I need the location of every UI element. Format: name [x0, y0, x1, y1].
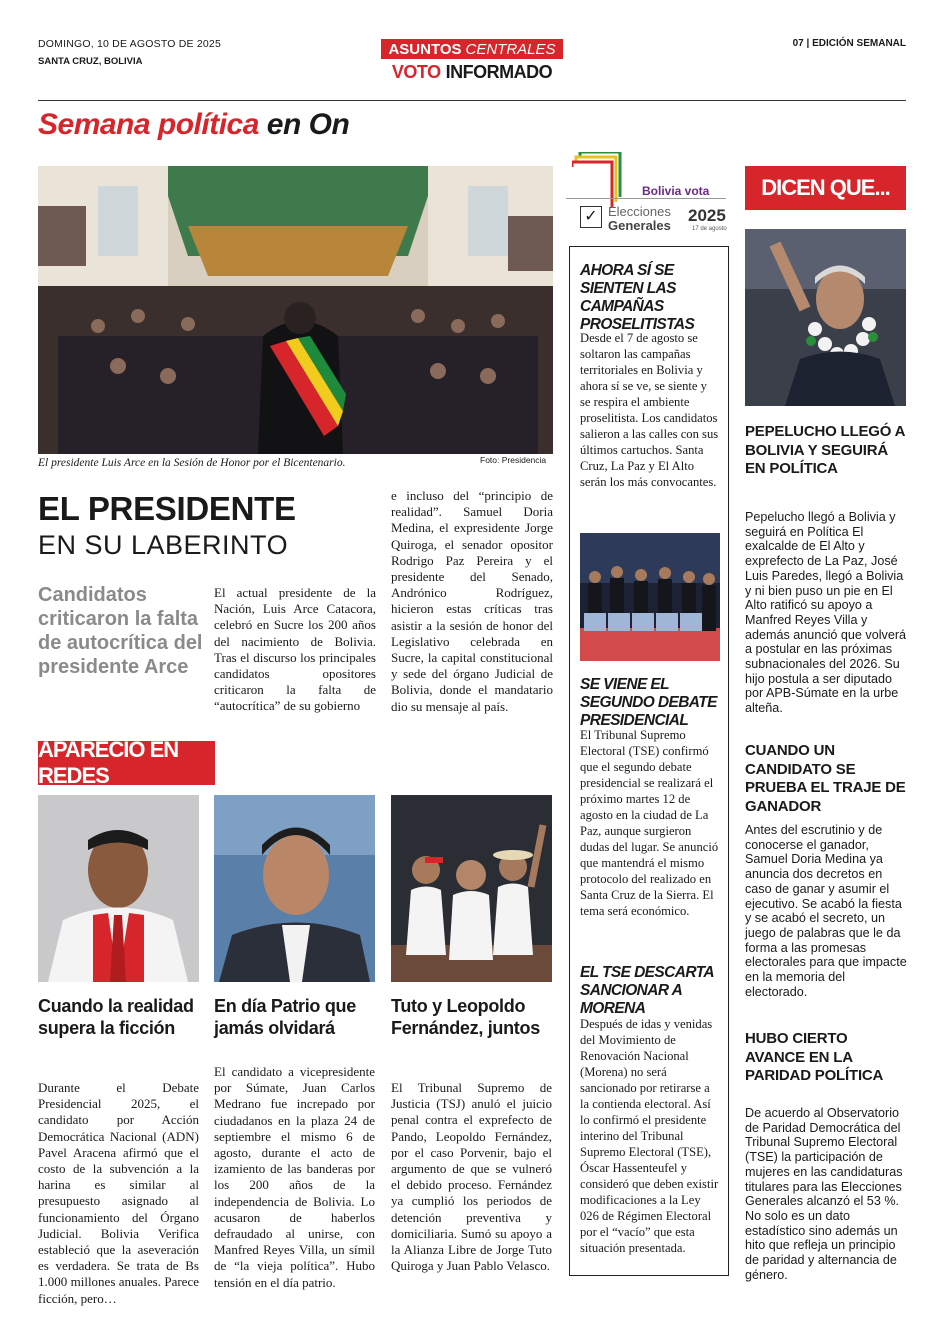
logo-red-text: VOTO — [391, 61, 441, 82]
section-logo-bottom — [381, 60, 563, 84]
middle-story1-body: Desde el 7 de agosto se soltaron las campañas territoriales en Bolivia y ahora sí se ve, se siente y se respira el ambiente proselitista. Los candidatos salieron a las calles con sus últimos cartuchos. Santa Cruz, La Paz y El Alto serán los más convocantes. — [580, 331, 719, 489]
lead-headline: EL PRESIDENTE — [38, 490, 296, 527]
redes-story3-title: Tuto y Leopoldo Fernández, juntos — [391, 996, 540, 1038]
middle-story2-title: SE VIENE EL SEGUNDO DEBATE PRESIDENCIAL — [580, 676, 717, 729]
section-title-red: Semana política — [38, 108, 259, 141]
lead-photo-caption: El presidente Luis Arce en la Sesión de Honor por el Bicentenario. — [38, 457, 346, 469]
redes-story1-body: Durante el Debate Presidencial 2025, el candidato por Acción Democrática Nacional (ADN) Pavel Aracena afirmó que el costo de la subvención a la harina es similar al presupuesto asignado al funcionamiento del Órgano Judicial. Bolivia Verifica estableció que la aseveración es verdadera. Se trata de Bs 1.000 millones anuales. Parece ficción, pero… — [38, 1080, 199, 1306]
middle-story3-body: Después de idas y venidas del Movimiento de Renovación Nacional (Morena) no será sancionado por retirarse a la contienda electoral. Así lo confirmó el presidente interino del Tribunal Supremo Electoral (TSE), Óscar Hassenteufel y consideró que deben existir modificaciones a la Ley 026 de Régimen Electoral por el “vacío” que esta situación presentada. — [580, 1017, 719, 1255]
lead-deck: Candidatos criticaron la falta de autocrítica del presidente Arce — [38, 584, 203, 678]
dicen-item3-body: De acuerdo al Observatorio de Paridad Democrática del Tribunal Supremo Electoral (TSE) la participación de mujeres en las candidaturas titulares para las Elecciones Generales alcanzó el 53 %. No solo es un dato estadístico sino además un hito que refleja un principio de paridad y alternancia de género. — [745, 1106, 903, 1282]
redes-photo-aracena — [38, 795, 199, 982]
section-logo-top — [381, 39, 563, 59]
redes-story2-title: En día Patrio que jamás olvidará — [214, 996, 356, 1038]
redes-story3-body: El Tribunal Supremo de Justicia (TSJ) anuló el juicio penal contra el exprefecto de Pando, Leopoldo Fernández, por el caso Porvenir, bajo el argumento de que se vulneró el debido proceso. Fernández ya cumplió los periodos de detención preventiva y domiciliaria. Sumó su apoyo a la Alianza Libre de Jorge Tuto Quiroga y Juan Pablo Velasco. — [391, 1080, 552, 1274]
ballot-box-icon: ✓ — [580, 206, 602, 228]
header-rule — [38, 100, 906, 101]
lead-photo-credit: Foto: Presidencia — [480, 455, 547, 465]
redes-label-text: APARECIÓ EN REDES — [38, 737, 179, 788]
election-date: 17 de agosto — [692, 226, 727, 232]
logo-italic-text: CENTRALES — [465, 40, 556, 58]
redes-story1-title: Cuando la realidad supera la ficción — [38, 996, 194, 1038]
dicen-item2-title: CUANDO UN CANDIDATO SE PRUEBA EL TRAJE DE GANADOR — [745, 742, 906, 815]
generales-text: Generales — [608, 218, 671, 233]
dicen-photo-paredes — [745, 229, 906, 406]
header-date: DOMINGO, 10 DE AGOSTO DE 2025 — [38, 38, 221, 50]
redes-photo-medrano — [214, 795, 375, 982]
dicen-item2-body: Antes del escrutinio y de conocerse el ganador, Samuel Doria Medina ya anuncia dos decretos en caso de ganar y asumir el ejecutivo. Se acabó la fiesta y se acabó el secreto, un juego de palabras que le da forma a las promesas electorales para que impacte en la memoria del electorado. — [745, 823, 907, 999]
elecciones-text: Elecciones — [608, 204, 671, 219]
middle-story1-title: AHORA SÍ SE SIENTEN LAS CAMPAÑAS PROSELITISTAS — [580, 262, 695, 333]
lead-photo-arce-congress — [38, 166, 553, 454]
middle-story3-title: EL TSE DESCARTA SANCIONAR A MORENA — [580, 964, 714, 1017]
lead-body-col2: e incluso del “principio de realidad”. Samuel Doria Medina, el expresidente Jorge Quiroga, el senador opositor Rodrigo Paz Pereira y el presidente del Senado, Andrónico Rodríguez, hicieron estas críticas tras asistir a la sesión de honor del Legislativo celebrada en Sucre, la capital constitucional y sede del órgano Judicial de Bolivia, donde el mandatario dio su mensaje al país. — [391, 488, 553, 714]
section-title-black: en On — [266, 108, 350, 141]
dicen-item1-title: PEPELUCHO LLEGÓ A BOLIVIA Y SEGUIRÁ EN POLÍTICA — [745, 423, 905, 477]
dicen-item1-body: Pepelucho llegó a Bolivia y seguirá en Política El exalcalde de El Alto y exprefecto de La Paz, José Luis Paredes, llegó a Bolivia y ni bien puso un pie en El Alto ratificó su apoyo a Manfred Reyes Villa y además anunció que volverá a postular en las próximas subnacionales del 2026. Su hijo postula a ser diputado por APB-Súmate en la urbe alteña. — [745, 510, 907, 716]
bolivia-vota-logo — [566, 152, 730, 240]
middle-story2-body: El Tribunal Supremo Electoral (TSE) confirmó que el segundo debate presidencial se realizará el próximo martes 12 de agosto en la ciudad de La Paz, aunque surgieron dudas del lugar. Se anunció que mantendrá el mismo protocolo del realizado en Santa Cruz de la Sierra. El tema será económico. — [580, 728, 719, 918]
dicen-item3-title: HUBO CIERTO AVANCE EN LA PARIDAD POLÍTICA — [745, 1030, 884, 1084]
dicen-que-label — [745, 166, 906, 210]
section-title — [38, 108, 349, 142]
logo-black-text: INFORMADO — [445, 61, 553, 82]
redes-photo-tuto-fernandez — [391, 795, 552, 982]
header-city: SANTA CRUZ, BOLIVIA — [38, 56, 143, 67]
redes-story2-body: El candidato a vicepresidente por Súmate, Juan Carlos Medrano fue increpado por ciudadanos en la plaza 24 de septiembre el mismo 6 de agosto, durante el acto de izamiento de las banderas por los 200 años de la independencia de Bolivia. Lo acusaron de haberlos defraudado al unirse, con Manfred Reyes Villa, un símil de “la vieja política”. Hubo tensión en el día patrio. — [214, 1064, 375, 1290]
bolivia-vota-text: Bolivia vota — [642, 184, 710, 198]
header-page-number: 07 | EDICIÓN SEMANAL — [792, 38, 906, 49]
middle-photo-debate-candidates — [580, 533, 720, 661]
lead-subheadline: EN SU LABERINTO — [38, 530, 289, 560]
election-year: 2025 — [688, 206, 726, 225]
lead-body-col1: El actual presidente de la Nación, Luis Arce Catacora, celebró en Sucre los 200 años del nacimiento de Bolivia. Tras el discurso los principales candidatos opositores criticaron la falta de “autocrítica” de su gobierno — [214, 585, 376, 714]
logo-bold-text: ASUNTOS — [388, 40, 462, 58]
dicen-que-label-text: DICEN QUE... — [761, 175, 890, 200]
redes-label — [38, 737, 215, 788]
bolivia-vota-rule — [566, 198, 726, 199]
